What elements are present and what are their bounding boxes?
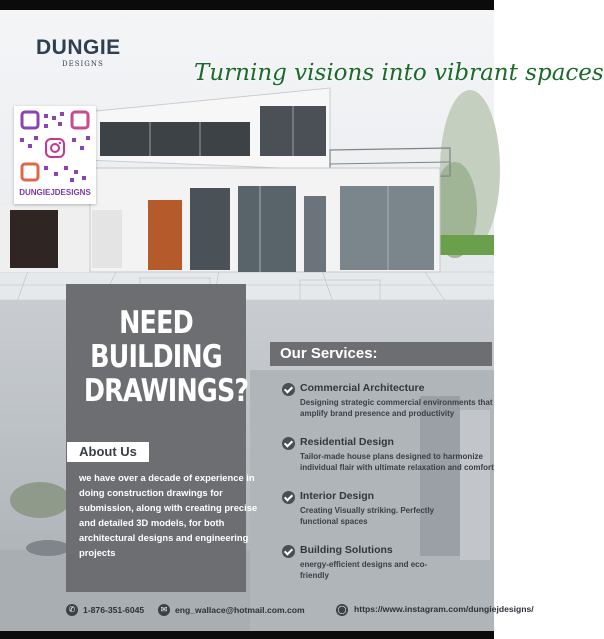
services-heading-box bbox=[270, 342, 492, 366]
service-item-commercial bbox=[282, 382, 492, 422]
about-heading-box bbox=[67, 442, 149, 462]
service-title: Commercial Architecture bbox=[300, 382, 425, 394]
check-circle-icon bbox=[282, 545, 295, 558]
service-description: Tailor-made house plans designed to harmonize individual flair with ultimate relaxation and comfort bbox=[300, 452, 494, 472]
service-title: Residential Design bbox=[300, 436, 394, 448]
service-description: Designing strategic commercial environments that amplify brand presence and productivity bbox=[300, 398, 493, 418]
contact-footer bbox=[0, 600, 534, 630]
top-bar bbox=[0, 0, 494, 10]
logo-text: DUNGIE bbox=[36, 36, 121, 59]
instagram-qr-code[interactable] bbox=[14, 106, 96, 204]
hero-image bbox=[0, 10, 604, 322]
phone-number[interactable]: 1-876-351-6045 bbox=[83, 605, 145, 615]
envelope-icon: ✉ bbox=[158, 604, 170, 616]
phone-icon: ✆ bbox=[66, 604, 78, 616]
email-link[interactable]: eng_wallace@hotmail.com.com bbox=[175, 605, 305, 615]
services-title: Our Services: bbox=[280, 345, 378, 362]
service-description: energy-efficient designs and eco-friendly bbox=[300, 560, 428, 580]
about-text: we have over a decade of experience in doing construction drawings for submission, along with creating precise and detailed 3D models, for both architectural designs and engineering projects bbox=[79, 472, 258, 558]
website-link[interactable]: https://www.instagram.com/dungiejdesigns/ bbox=[354, 604, 534, 614]
check-circle-icon bbox=[282, 491, 295, 504]
globe-icon: ◯ bbox=[337, 605, 347, 614]
check-circle-icon bbox=[282, 437, 295, 450]
instagram-icon bbox=[45, 138, 65, 158]
service-title: Building Solutions bbox=[300, 544, 393, 556]
service-item-interior bbox=[282, 490, 492, 530]
service-description: Creating Visually striking. Perfectly functional spaces bbox=[300, 506, 435, 526]
bottom-bar bbox=[0, 631, 494, 639]
qr-label: DUNGIEJDESIGNS bbox=[19, 188, 91, 197]
service-item-building bbox=[282, 544, 492, 584]
tagline: Turning visions into vibrant spaces bbox=[194, 60, 604, 86]
headline: NEED BUILDING DRAWINGS? bbox=[83, 305, 249, 409]
service-title: Interior Design bbox=[300, 490, 375, 502]
check-circle-icon bbox=[282, 383, 295, 396]
service-item-residential bbox=[282, 436, 492, 486]
logo-subtitle: DESIGNS bbox=[62, 60, 104, 68]
brand-logo bbox=[36, 34, 121, 68]
about-title: About Us bbox=[79, 444, 137, 459]
